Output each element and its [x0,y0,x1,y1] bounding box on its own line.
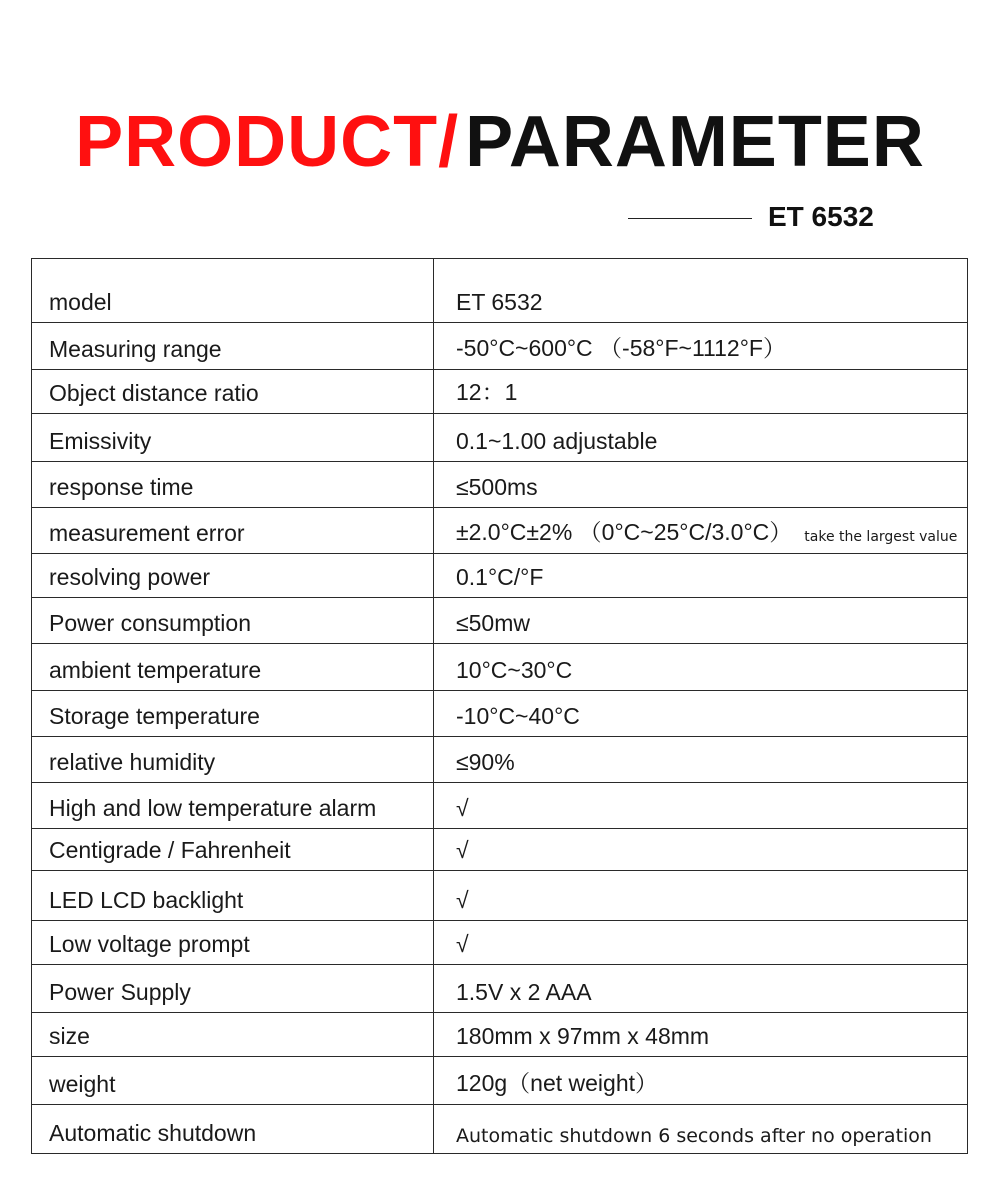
parameter-value: 0.1~1.00 adjustable [456,428,658,454]
parameter-name: Power consumption [32,598,434,643]
parameter-value-cell [434,323,967,369]
parameter-value-cell [434,259,967,322]
parameter-value: 12：1 [456,379,518,405]
table-row [32,369,967,413]
parameter-value: ≤500ms [456,474,538,500]
title-parameter: PARAMETER [465,102,925,182]
parameter-value-cell [434,737,967,782]
parameter-value: ≤90% [456,749,515,775]
table-row [32,1012,967,1056]
parameter-value-cell [434,370,967,413]
parameter-name: response time [32,462,434,507]
parameter-name: LED LCD backlight [32,871,434,920]
parameter-value: Automatic shutdown 6 seconds after no operation [456,1125,932,1147]
parameter-name: Automatic shutdown [32,1105,434,1153]
parameter-name: High and low temperature alarm [32,783,434,828]
table-row [32,322,967,369]
model-divider-line [628,218,752,219]
parameter-value: ≤50mw [456,610,530,636]
table-row [32,553,967,597]
parameter-name: Emissivity [32,414,434,461]
parameter-name: Measuring range [32,323,434,369]
parameter-value: √ [456,931,469,957]
table-row [32,643,967,690]
parameter-name: Storage temperature [32,691,434,736]
parameter-name: model [32,259,434,322]
parameter-value: 0.1°C/°F [456,564,544,590]
table-row [32,736,967,782]
parameter-value-cell [434,1057,967,1104]
table-row [32,413,967,461]
table-row [32,1056,967,1104]
parameter-value-cell [434,508,967,553]
parameter-name: Centigrade / Fahrenheit [32,829,434,870]
parameter-value-cell [434,554,967,597]
parameter-value: 1.5V x 2 AAA [456,979,592,1005]
parameter-value-cell [434,644,967,690]
parameter-value: √ [456,887,469,913]
parameter-note: take the largest value [804,529,958,545]
parameter-table [31,258,968,1154]
parameter-value: 10°C~30°C [456,657,573,683]
table-row [32,828,967,870]
parameter-value-cell [434,1105,967,1153]
parameter-value: -50°C~600°C （-58°F~1112°F） [456,335,786,361]
parameter-value-cell [434,462,967,507]
table-row [32,870,967,920]
parameter-name: weight [32,1057,434,1104]
table-row [32,1104,967,1153]
parameter-name: resolving power [32,554,434,597]
parameter-name: Power Supply [32,965,434,1012]
parameter-value-cell [434,691,967,736]
parameter-value-cell [434,921,967,964]
parameter-value: ±2.0°C±2% （0°C~25°C/3.0°C） [456,519,793,545]
parameter-value-cell [434,829,967,870]
parameter-value-cell [434,1013,967,1056]
table-row [32,782,967,828]
parameter-value: √ [456,795,469,821]
model-label: ET 6532 [768,201,874,232]
table-row [32,507,967,553]
parameter-name: ambient temperature [32,644,434,690]
parameter-value: -10°C~40°C [456,703,580,729]
parameter-value-cell [434,965,967,1012]
parameter-name: Object distance ratio [32,370,434,413]
table-row [32,920,967,964]
parameter-value: √ [456,837,469,863]
parameter-value-cell [434,414,967,461]
parameter-name: relative humidity [32,737,434,782]
table-row [32,597,967,643]
table-row [32,964,967,1012]
parameter-name: measurement error [32,508,434,553]
page-title [0,100,1000,184]
parameter-value-cell [434,871,967,920]
title-product: PRODUCT/ [75,102,460,182]
parameter-value-cell [434,598,967,643]
table-row [32,259,967,322]
table-row [32,690,967,736]
table-row [32,461,967,507]
parameter-value: ET 6532 [456,289,543,315]
parameter-name: size [32,1013,434,1056]
parameter-name: Low voltage prompt [32,921,434,964]
parameter-value: 120g（net weight） [456,1070,659,1096]
parameter-value-cell [434,783,967,828]
parameter-value: 180mm x 97mm x 48mm [456,1023,710,1049]
